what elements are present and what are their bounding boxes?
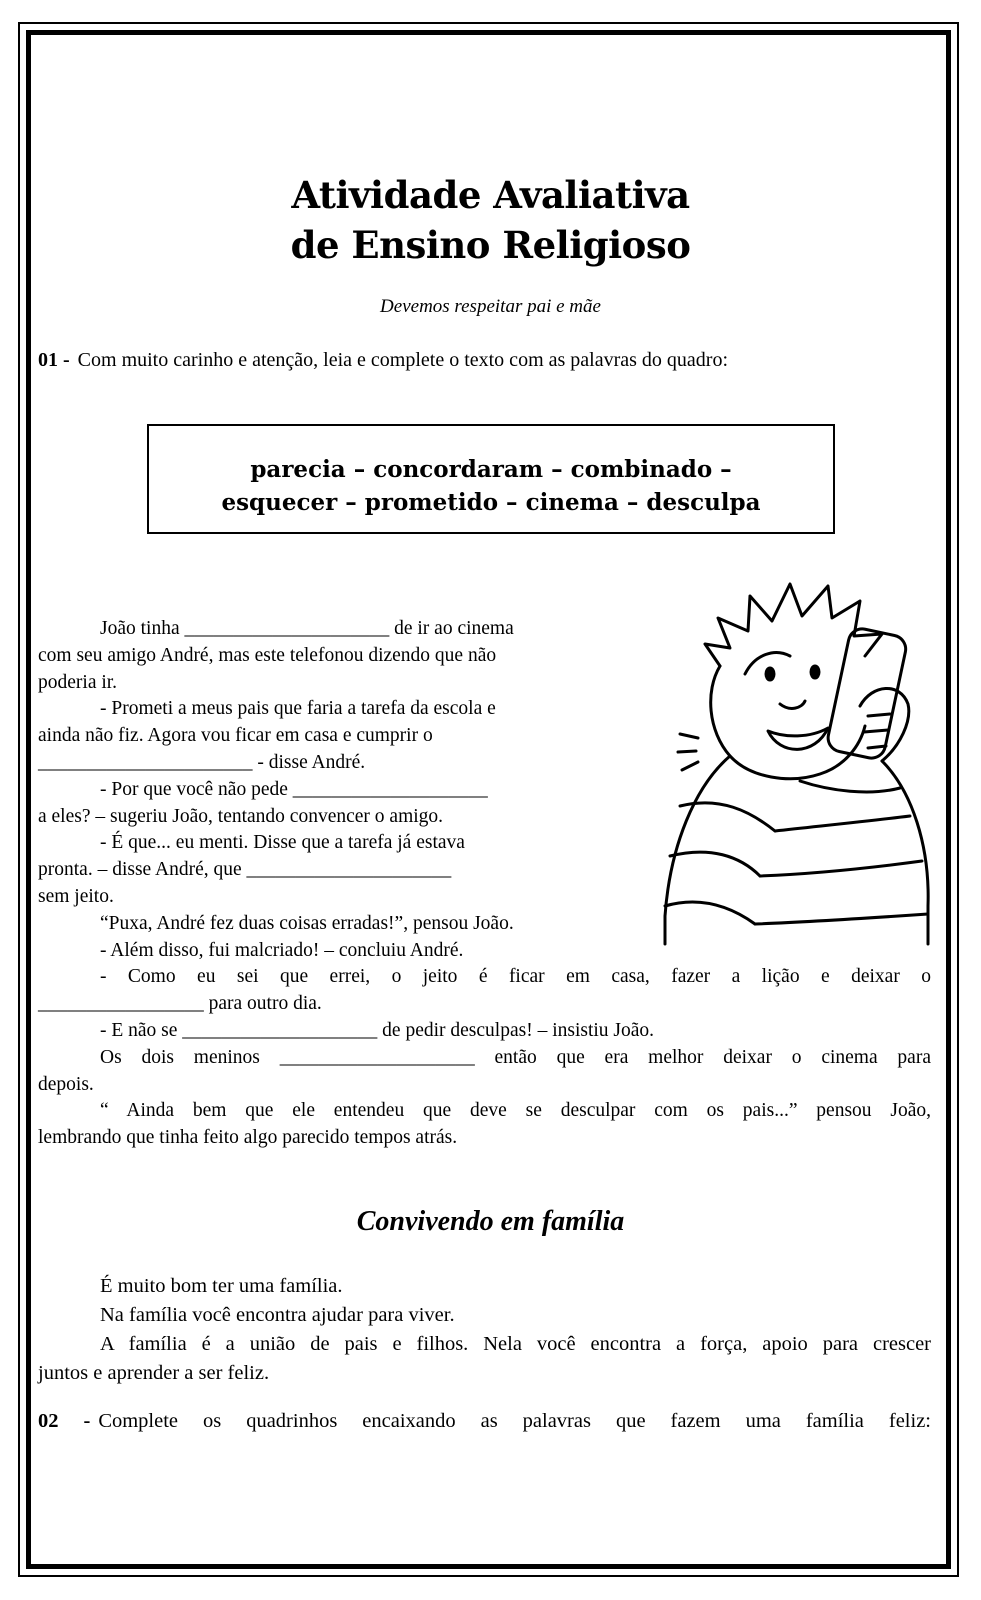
- story-line: - Além disso, fui malcriado! – concluiu André.: [100, 939, 464, 961]
- story-line: “ Ainda bem que ele entendeu que deve se desculpar com os pais...” pensou João,: [100, 1100, 931, 1122]
- story-line: com seu amigo André, mas este telefonou dizendo que não: [38, 644, 497, 666]
- story-line: “Puxa, André fez duas coisas erradas!”, pensou João.: [100, 912, 514, 934]
- page-title: [0, 170, 981, 270]
- story-line: _________________ para outro dia.: [38, 993, 322, 1015]
- story-line: - Como eu sei que errei, o jeito é ficar em casa, fazer a lição e deixar o: [100, 966, 931, 988]
- story-line: ainda não fiz. Agora vou ficar em casa e cumprir o: [38, 725, 433, 747]
- word-box-line-1: parecia – concordaram – combinado –: [250, 456, 732, 483]
- family-paragraph: A família é a união de pais e filhos. Nela você encontra a força, apoio para crescer: [100, 1333, 931, 1355]
- question-2-text: Complete os quadrinhos encaixando as palavras que fazem uma família feliz:: [98, 1410, 931, 1432]
- word-box: [147, 424, 835, 534]
- story-line: lembrando que tinha feito algo parecido tempos atrás.: [38, 1127, 458, 1149]
- question-1-text: Com muito carinho e atenção, leia e complete o texto com as palavras do quadro:: [77, 349, 729, 371]
- story-line: sem jeito.: [38, 885, 114, 907]
- story-line: Os dois meninos ____________________ então que era melhor deixar o cinema para: [100, 1046, 931, 1068]
- story-line: João tinha _____________________ de ir ao cinema: [100, 618, 514, 639]
- section-title: Convivendo em família: [356, 1206, 625, 1237]
- family-paragraph: É muito bom ter uma família.: [100, 1275, 343, 1297]
- question-1-number: 01 -: [38, 349, 70, 371]
- story-line: depois.: [38, 1073, 94, 1095]
- question-1: [38, 349, 728, 372]
- question-2: [38, 1410, 931, 1433]
- story-line: - É que... eu menti. Disse que a tarefa já estava: [100, 832, 465, 854]
- story-line: - Por que você não pede ____________________: [100, 778, 488, 800]
- question-2-number: 02 -: [38, 1410, 91, 1432]
- word-box-line-2: esquecer – prometido – cinema – desculpa: [221, 489, 761, 516]
- story-line: - Prometi a meus pais que faria a tarefa da escola e: [100, 698, 496, 720]
- family-paragraph: Na família você encontra ajudar para viver.: [100, 1304, 455, 1326]
- story-line: poderia ir.: [38, 671, 118, 693]
- page-title-line-2: de Ensino Religioso: [290, 223, 691, 267]
- story-line: ______________________ - disse André.: [38, 751, 366, 773]
- page-subtitle: Devemos respeitar pai e mãe: [380, 296, 601, 317]
- story-line: a eles? – sugeriu João, tentando convencer o amigo.: [38, 805, 444, 827]
- family-paragraph: juntos e aprender a ser feliz.: [38, 1362, 270, 1384]
- family-text: [38, 1272, 931, 1388]
- story-line: pronta. – disse André, que _____________________: [38, 859, 452, 881]
- page-title-line-1: Atividade Avaliativa: [291, 173, 690, 217]
- story-line: - E não se ____________________ de pedir desculpas! – insistiu João.: [100, 1019, 655, 1041]
- story-text: [38, 616, 931, 1152]
